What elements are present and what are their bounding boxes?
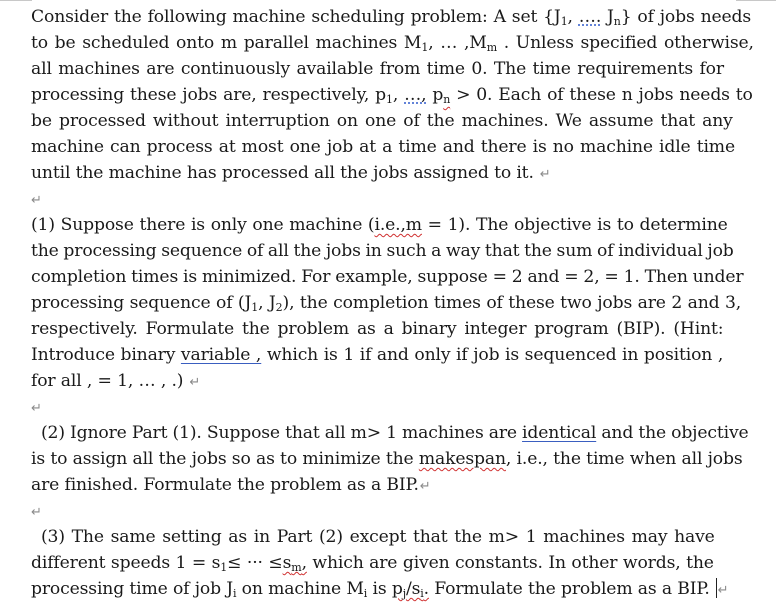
- text-line: the processing sequence of all the jobs in such a way that the sum of individual job: [31, 241, 734, 261]
- paragraph-mark-icon: ↵: [717, 583, 729, 598]
- paragraph-mark-icon: ↵: [31, 193, 42, 208]
- paragraph-mark-icon: ↵: [31, 505, 42, 520]
- paragraph-mark-icon: ↵: [189, 375, 201, 390]
- text-line: are finished. Formulate the problem as a BIP.↵: [31, 475, 431, 495]
- empty-paragraph: [31, 498, 724, 524]
- text-line: processing these jobs are, respectively, $p_1$, …, $p_n > 0$. Each of these n jobs needs to: [31, 85, 753, 106]
- text-line: processing sequence of ($J_1$, $J_2$), the completion times of these two jobs are 2 and 3,: [31, 293, 742, 314]
- intro-paragraph: [31, 4, 754, 186]
- text-line: (1) Suppose there is only one machine (i.e.,m = 1). The objective is to determine: [31, 215, 728, 235]
- text-line: (3) The same setting as in Part (2) except that the m> 1 machines may have: [41, 527, 715, 547]
- text-line: is to assign all the jobs so as to minimize the makespan, i.e., the time when all jobs: [31, 449, 743, 469]
- page-corner-right: [736, 0, 776, 1]
- empty-paragraph: [31, 186, 724, 212]
- paragraph-mark-icon: ↵: [419, 479, 431, 494]
- text-line: to be scheduled onto m parallel machines $M_1$, … $,M_m$ . Unless specified otherwise,: [31, 33, 754, 54]
- text-line: be processed without interruption on one of the machines. We assume that any: [31, 111, 733, 131]
- part3-paragraph: [31, 524, 729, 602]
- text-line: until the machine has processed all the jobs assigned to it. ↵: [31, 163, 551, 183]
- text-line: Consider the following machine scheduling problem: A set {$J_1$, …. $J_n$} of jobs needs: [31, 7, 752, 28]
- document-page[interactable]: [31, 4, 754, 602]
- text-cursor: [716, 578, 717, 598]
- text-line: for all , = 1, … , .) ↵: [31, 371, 201, 391]
- empty-paragraph: [31, 394, 724, 420]
- text-line: processing time of job $J_i$ on machine $M_i$ is $p_j/s_i$. Formulate the problem as a BIP. ↵: [31, 579, 729, 600]
- text-line: (2) Ignore Part (1). Suppose that all m> 1 machines are identical and the objective: [41, 423, 749, 443]
- page-corner-left: [0, 0, 32, 1]
- text-line: all machines are continuously available from time 0. The time requirements for: [31, 59, 724, 79]
- text-line: respectively. Formulate the problem as a binary integer program (BIP). (Hint:: [31, 319, 724, 339]
- part1-paragraph: [31, 212, 744, 394]
- paragraph-mark-icon: ↵: [31, 401, 42, 416]
- part2-paragraph: [31, 420, 749, 498]
- text-line: machine can process at most one job at a time and there is no machine idle time: [31, 137, 735, 157]
- paragraph-mark-icon: ↵: [539, 167, 551, 182]
- text-line: completion times is minimized. For example, suppose = 2 and = 2, = 1. Then under: [31, 267, 744, 287]
- text-line: different speeds $1 = s_1\le$ ··· $\le s_m$, which are given constants. In other words, the: [31, 553, 714, 574]
- text-line: Introduce binary variable , which is 1 if and only if job is sequenced in position ,: [31, 345, 724, 365]
